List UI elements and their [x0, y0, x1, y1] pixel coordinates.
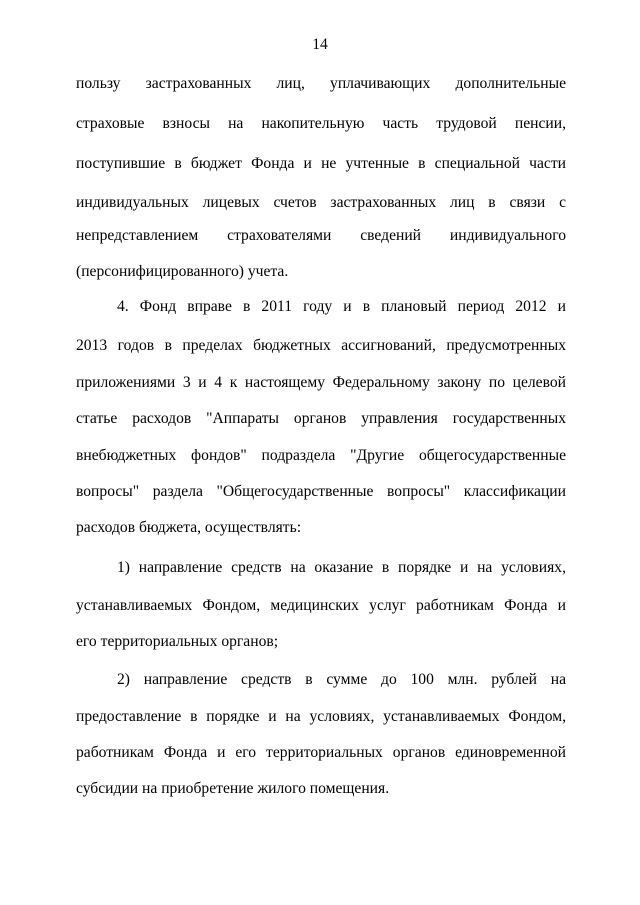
text-line: поступившие в бюджет Фонда и не учтенные в специальной части — [76, 155, 566, 172]
text-line: устанавливаемых Фондом, медицинских услуг работникам Фонда и — [76, 597, 566, 614]
text-line: (персонифицированного) учета. — [76, 263, 289, 280]
text-line: приложениями 3 и 4 к настоящему Федеральному закону по целевой — [76, 374, 566, 391]
text-line: страховые взносы на накопительную часть трудовой пенсии, — [76, 115, 566, 132]
page-number: 14 — [312, 36, 328, 53]
text-line: вопросы" раздела "Общегосударственные вопросы" классификации — [76, 483, 566, 500]
text-line: предоставление в порядке и на условиях, устанавливаемых Фондом, — [76, 708, 566, 725]
text-line: его территориальных органов; — [76, 633, 279, 650]
text-line: расходов бюджета, осуществлять: — [76, 519, 302, 536]
text-line: пользу застрахованных лиц, уплачивающих дополнительные — [76, 75, 566, 92]
text-line: непредставлением страхователями сведений индивидуального — [76, 227, 566, 244]
text-line: работникам Фонда и его территориальных органов единовременной — [76, 744, 566, 761]
text-line: внебюджетных фондов" подраздела "Другие общегосударственные — [76, 447, 566, 464]
text-line: статье расходов "Аппараты органов управления государственных — [76, 410, 566, 427]
paragraph-4-first-line: 4. Фонд вправе в 2011 году и в плановый период 2012 и — [117, 298, 566, 315]
item-1-first-line: 1) направление средств на оказание в порядке и на условиях, — [117, 559, 566, 576]
text-line: 2013 годов в пределах бюджетных ассигнований, предусмотренных — [76, 337, 566, 354]
item-2-first-line: 2) направление средств в сумме до 100 млн. рублей на — [117, 671, 566, 688]
text-line: субсидии на приобретение жилого помещения. — [76, 780, 390, 797]
text-line: индивидуальных лицевых счетов застрахованных лиц в связи с — [76, 194, 566, 211]
